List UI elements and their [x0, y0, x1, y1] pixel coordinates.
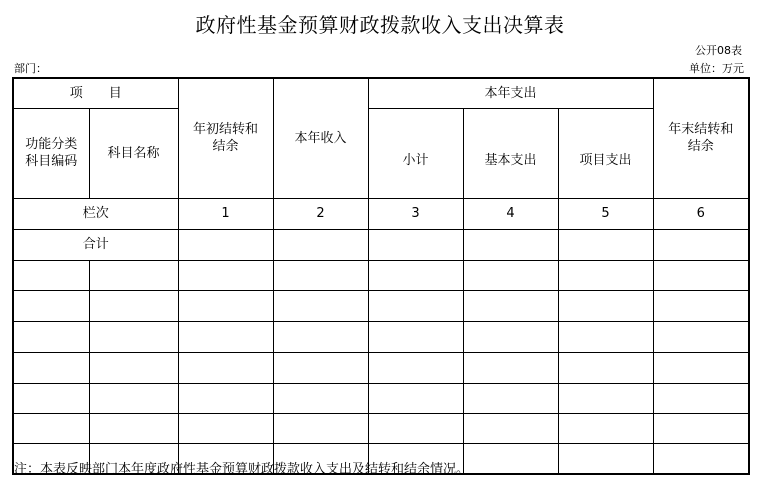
column-number: 2 [273, 198, 368, 229]
table-cell [273, 290, 368, 321]
table-cell [368, 383, 463, 413]
table-cell [273, 352, 368, 383]
unit-label: 单位：万元 [689, 62, 744, 75]
table-cell [463, 413, 558, 443]
table-cell [13, 321, 89, 352]
table-cell [463, 290, 558, 321]
table-row [13, 290, 749, 321]
table-cell [13, 260, 89, 290]
table-cell [463, 383, 558, 413]
header-func-code-line1: 功能分类 [25, 137, 78, 152]
table-cell [368, 290, 463, 321]
table-cell [653, 260, 749, 290]
table-cell [178, 260, 273, 290]
column-number: 6 [653, 198, 749, 229]
table-cell [178, 321, 273, 352]
table-cell [178, 290, 273, 321]
table-cell [89, 352, 178, 383]
table-cell [89, 383, 178, 413]
table-cell [368, 229, 463, 260]
header-end-balance-line2: 结余 [687, 139, 714, 155]
header-row-1 [13, 78, 749, 108]
table-cell [653, 413, 749, 443]
header-year-expense: 本年支出 [368, 78, 653, 108]
table-cell [558, 260, 653, 290]
table-cell [653, 290, 749, 321]
table-cell [558, 383, 653, 413]
table-cell [89, 290, 178, 321]
table-cell [368, 321, 463, 352]
table-cell [273, 413, 368, 443]
table-row [13, 260, 749, 290]
table-cell [463, 443, 558, 474]
table-row [13, 352, 749, 383]
header-func-code-line2: 科目编码 [25, 154, 78, 169]
table-row [13, 383, 749, 413]
table-row [13, 413, 749, 443]
table-cell [463, 229, 558, 260]
footnote: 注：本表反映部门本年度政府性基金预算财政拨款收入支出及结转和结余情况。 [14, 462, 470, 477]
header-begin-balance [178, 78, 273, 198]
table-cell [368, 260, 463, 290]
column-index-row [13, 198, 749, 229]
form-code: 公开08表 [695, 44, 742, 57]
total-label: 合计 [13, 229, 178, 260]
table-row [13, 321, 749, 352]
table-cell [89, 321, 178, 352]
table-cell [273, 229, 368, 260]
table-cell [273, 321, 368, 352]
table-cell [178, 229, 273, 260]
table-cell [463, 260, 558, 290]
budget-table [12, 77, 750, 475]
table-cell [368, 352, 463, 383]
table-cell [13, 290, 89, 321]
header-begin-balance-line1: 年初结转和 [193, 122, 259, 138]
table-cell [13, 413, 89, 443]
column-number: 1 [178, 198, 273, 229]
table-cell [653, 321, 749, 352]
total-row [13, 229, 749, 260]
header-row-2 [13, 108, 749, 198]
column-number: 4 [463, 198, 558, 229]
column-number: 3 [368, 198, 463, 229]
table-cell [463, 352, 558, 383]
table-cell [558, 352, 653, 383]
table-cell [653, 229, 749, 260]
table-cell [13, 383, 89, 413]
table-cell [558, 443, 653, 474]
table-cell [273, 383, 368, 413]
header-begin-balance-line2: 结余 [212, 139, 239, 155]
table-cell [463, 321, 558, 352]
header-end-balance [653, 78, 749, 198]
header-year-income: 本年收入 [273, 78, 368, 198]
table-cell [13, 352, 89, 383]
table-cell [558, 321, 653, 352]
department-label: 部门： [14, 62, 47, 75]
table-cell [273, 260, 368, 290]
header-end-balance-line1: 年末结转和 [668, 122, 734, 138]
table-cell [89, 260, 178, 290]
table-cell [89, 413, 178, 443]
table-cell [653, 352, 749, 383]
table-cell [178, 352, 273, 383]
table-cell [558, 413, 653, 443]
table-cell [558, 229, 653, 260]
table-cell [558, 290, 653, 321]
header-basic-expense: 基本支出 [463, 108, 558, 198]
table-cell [178, 383, 273, 413]
header-subtotal: 小计 [368, 108, 463, 198]
header-func-code [13, 108, 89, 198]
table-cell [178, 413, 273, 443]
table-title: 政府性基金预算财政拨款收入支出决算表 [195, 13, 565, 37]
column-index-label: 栏次 [13, 198, 178, 229]
header-subject-name: 科目名称 [89, 108, 178, 198]
table-cell [653, 383, 749, 413]
header-project-expense: 项目支出 [558, 108, 653, 198]
table-cell [653, 443, 749, 474]
header-item: 项 目 [13, 78, 178, 108]
column-number: 5 [558, 198, 653, 229]
table-cell [368, 413, 463, 443]
